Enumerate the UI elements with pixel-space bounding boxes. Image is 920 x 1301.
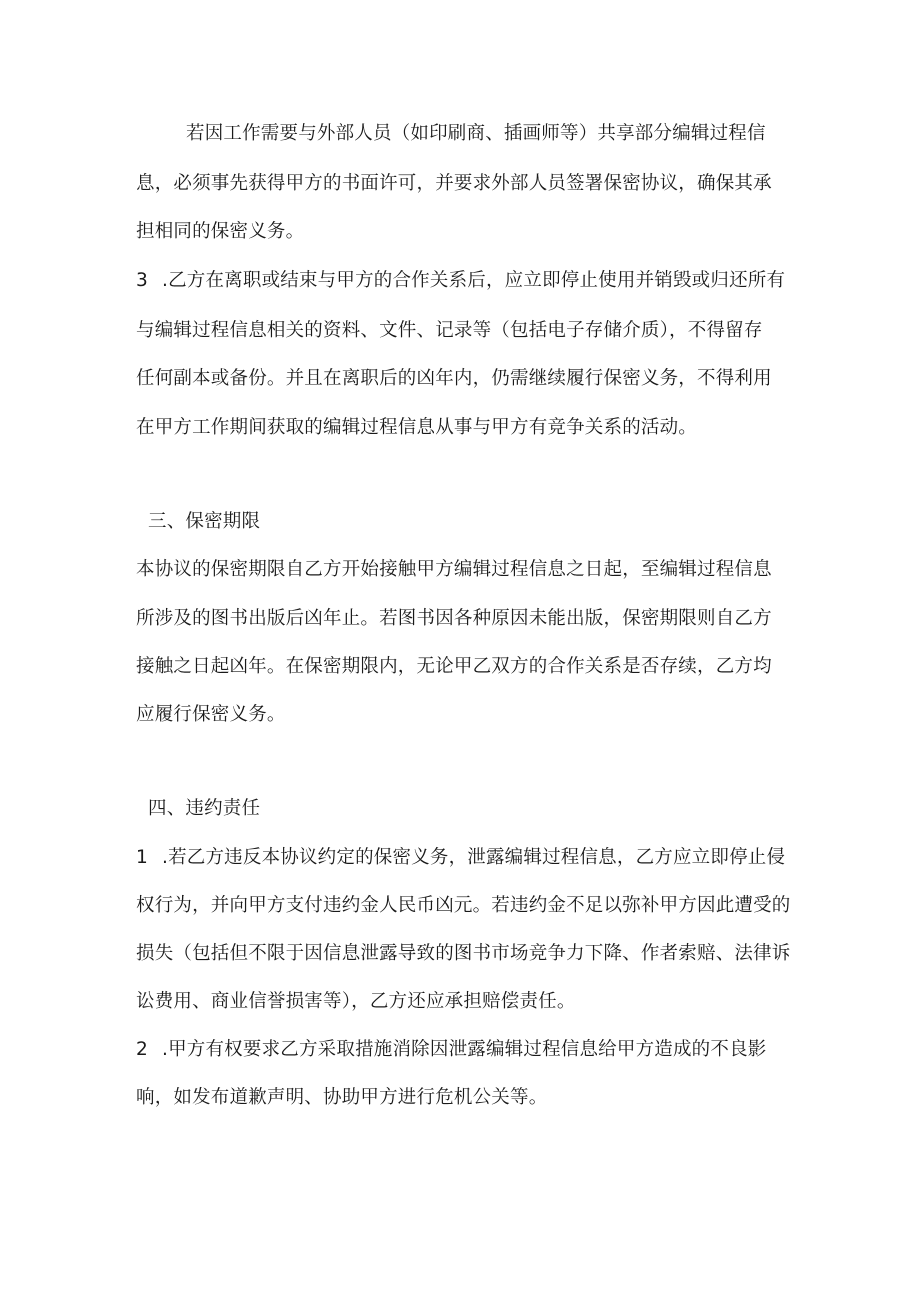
list-item-line [136, 846, 785, 870]
paragraph-line: 所涉及的图书出版后凶年止。若图书因各种原因未能出版，保密期限则自乙方 [136, 608, 772, 629]
section-heading: 四、违约责任 [148, 798, 261, 819]
list-item-line: 响，如发布道歉声明、协助甲方进行危机公关等。 [136, 1087, 548, 1108]
paragraph-line: 若因工作需要与外部人员（如印刷商、插画师等）共享部分编辑过程信 [186, 123, 766, 144]
list-item-line: 任何副本或备份。并且在离职后的凶年内，仍需继续履行保密义务，不得利用 [136, 368, 772, 389]
list-item-line: 在甲方工作期间获取的编辑过程信息从事与甲方有竞争关系的活动。 [136, 417, 698, 438]
list-item-number: 3 [136, 270, 148, 291]
paragraph-line: 应履行保密义务。 [136, 704, 286, 725]
paragraph-line: 息，必须事先获得甲方的书面许可，并要求外部人员签署保密协议，确保其承 [136, 173, 772, 194]
list-item-line [136, 269, 785, 293]
paragraph-line: 担相同的保密义务。 [136, 221, 305, 242]
list-item-line: 损失（包括但不限于因信息泄露导致的图书市场竞争力下降、作者索赔、法律诉 [136, 943, 791, 964]
list-item-text: .若乙方违反本协议约定的保密义务，泄露编辑过程信息，乙方应立即停止侵 [162, 847, 786, 868]
list-item-text: .甲方有权要求乙方采取措施消除因泄露编辑过程信息给甲方造成的不良影 [162, 1039, 767, 1060]
paragraph-line: 本协议的保密期限自乙方开始接触甲方编辑过程信息之日起，至编辑过程信息 [136, 559, 772, 580]
list-item-line: 权行为，并向甲方支付违约金人民币凶元。若违约金不足以弥补甲方因此遭受的 [136, 895, 791, 916]
list-item-number: 2 [136, 1039, 148, 1060]
list-item-line: 讼费用、商业信誉损害等），乙方还应承担赔偿责任。 [136, 991, 576, 1012]
list-item-line: 与编辑过程信息相关的资料、文件、记录等（包括电子存储介质），不得留存 [136, 320, 763, 341]
list-item-number: 1 [136, 847, 148, 868]
paragraph-line: 接触之日起凶年。在保密期限内，无论甲乙双方的合作关系是否存续，乙方均 [136, 656, 772, 677]
section-heading: 三、保密期限 [148, 511, 261, 532]
list-item-line [136, 1038, 766, 1062]
list-item-text: .乙方在离职或结束与甲方的合作关系后，应立即停止使用并销毁或归还所有 [162, 270, 786, 291]
